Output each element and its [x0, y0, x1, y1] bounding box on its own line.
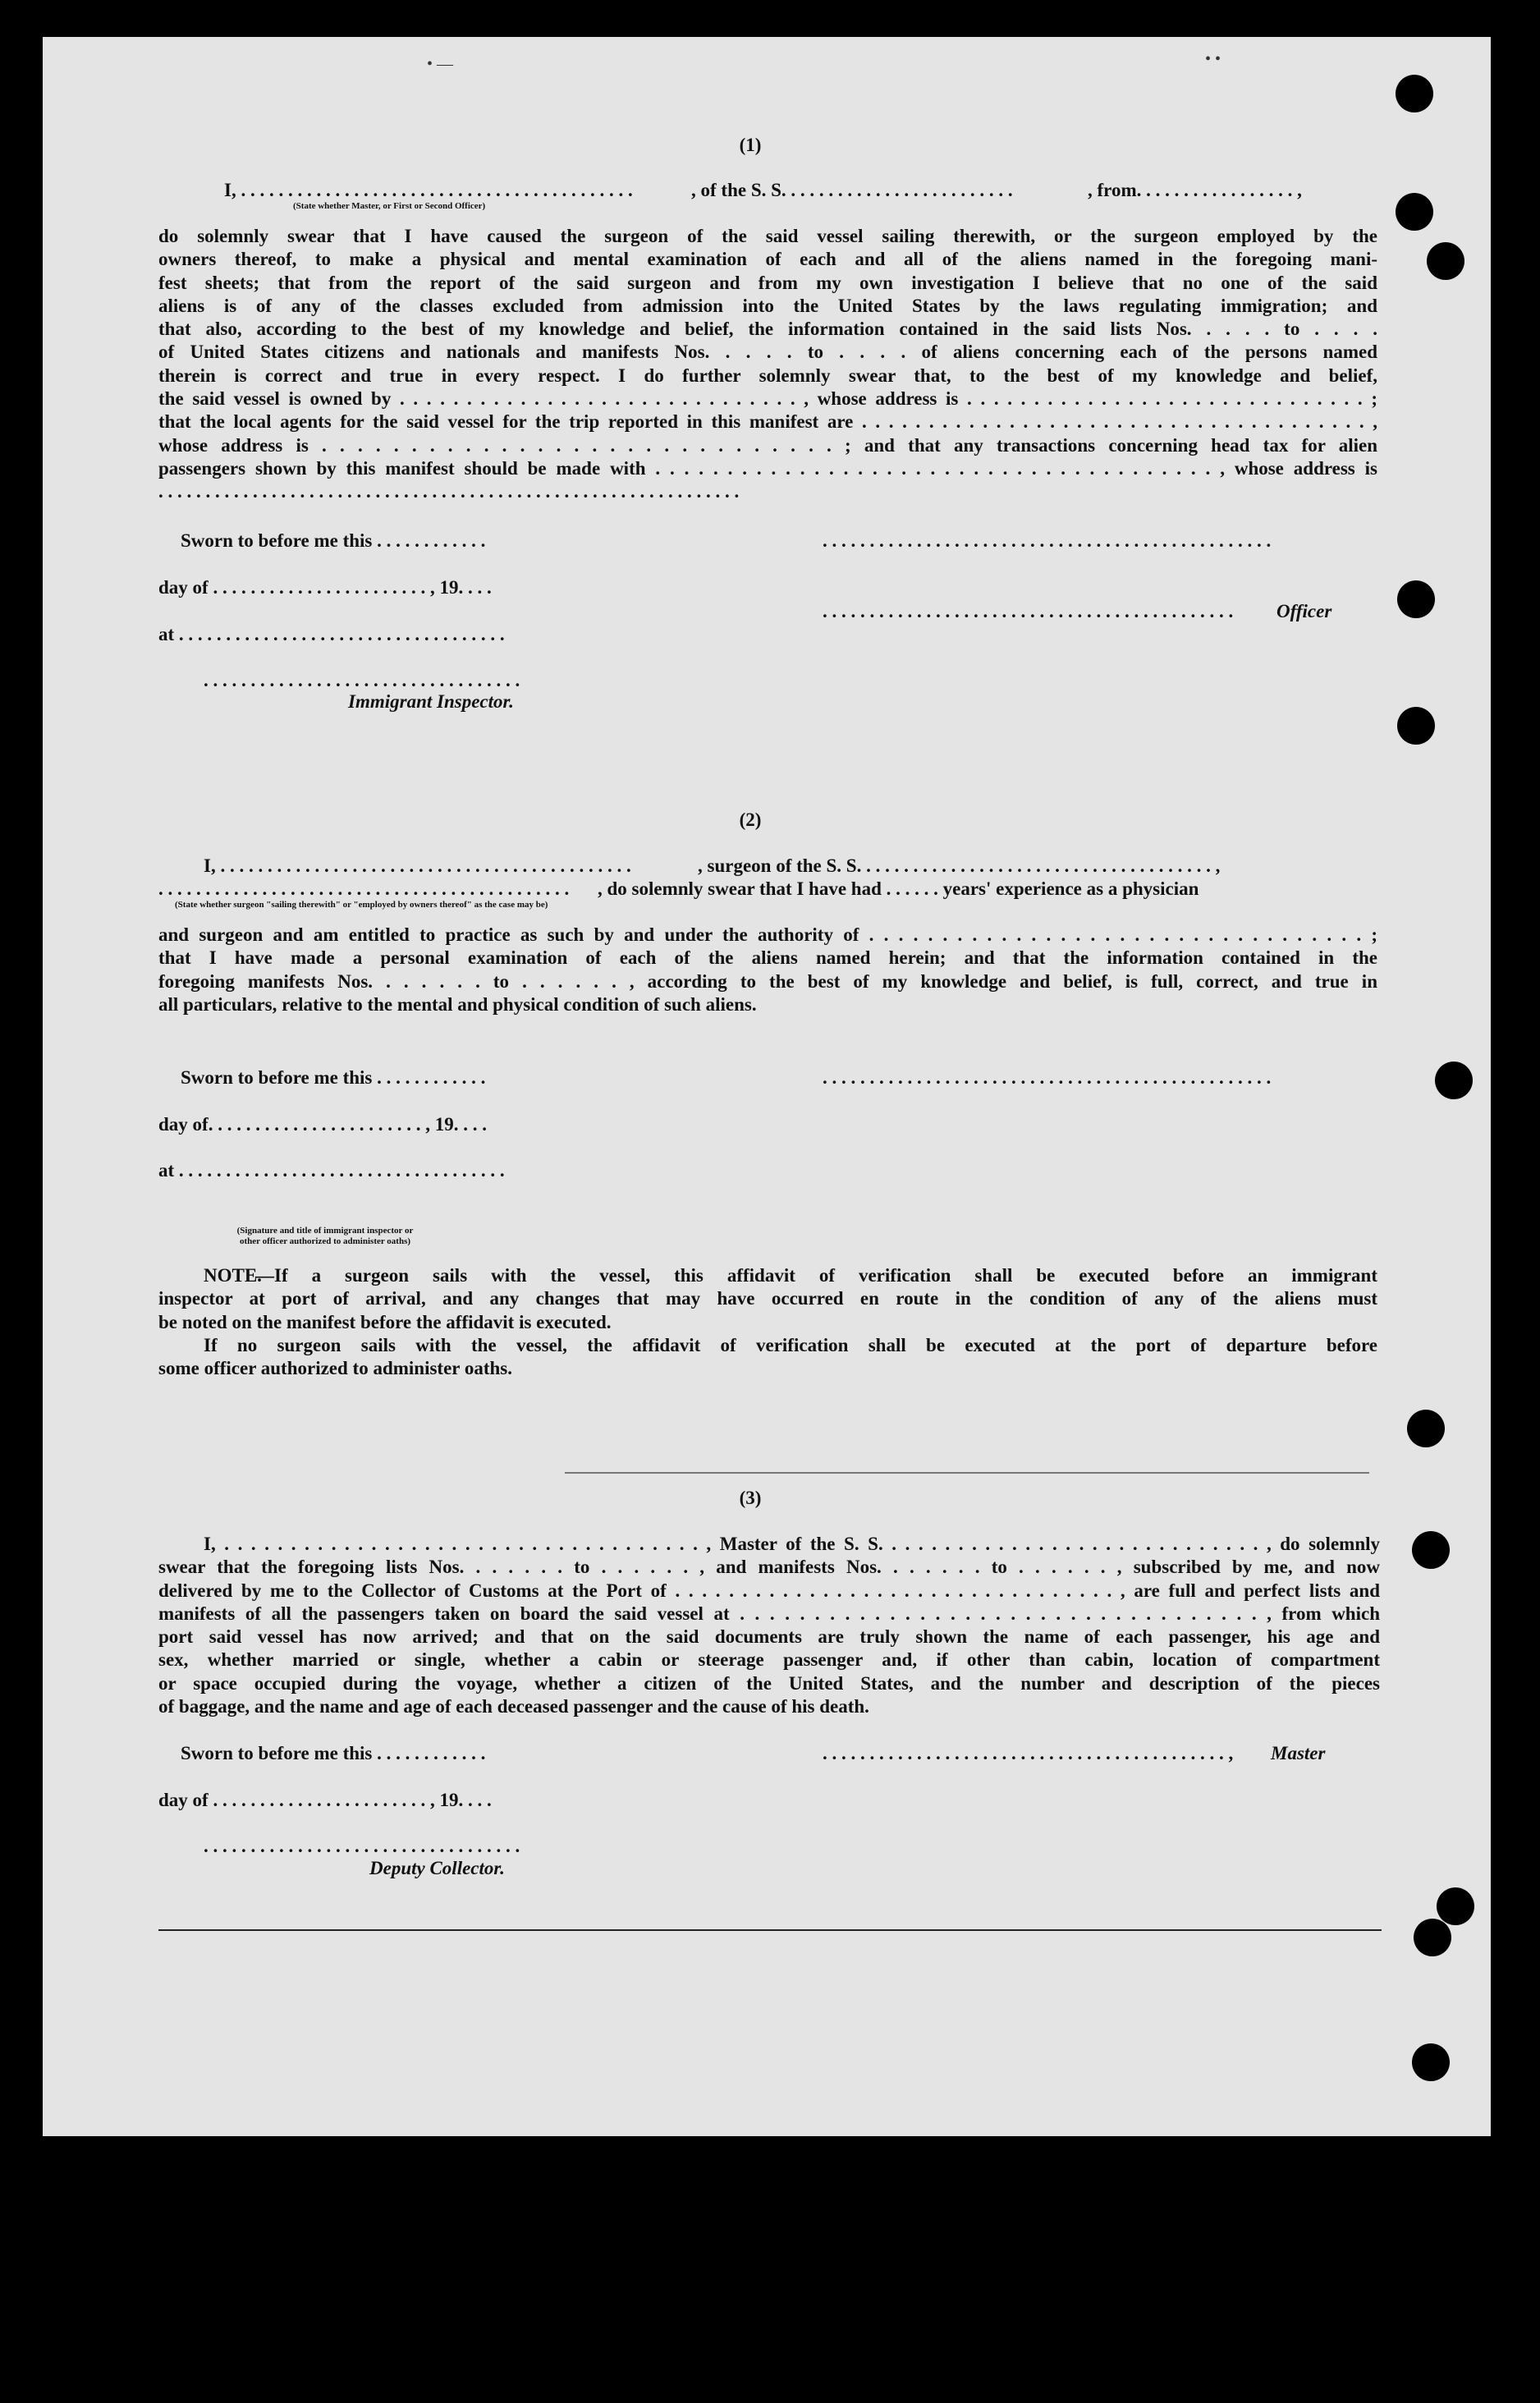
s2-capacity-dots: . . . . . . . . . . . . . . . . . . . . . . . . . . . . . . . . . . . . . . . . . . . .: [158, 878, 570, 899]
s2-surgeon-name-line: I, . . . . . . . . . . . . . . . . . . . . . . . . . . . . . . . . . . . . . . . . . . . .: [204, 855, 631, 876]
bottom-rule: [158, 1929, 1382, 1931]
s1-day-line: day of . . . . . . . . . . . . . . . . . . . . . . . , 19. . . .: [158, 577, 492, 598]
s3-oath-line: manifests of all the passengers taken on board the said vessel at . . . . . . . . . . . . . . . . . . . . . . . . . . . . . . . . . . . , from which: [158, 1603, 1380, 1624]
s1-from-line: , from. . . . . . . . . . . . . . . . . ,: [1088, 180, 1302, 200]
punch-hole: [1435, 1062, 1473, 1099]
punch-hole: [1437, 1887, 1474, 1925]
s1-oath-line: owners thereof, to make a physical and mental examination of each and all of the aliens named in the foregoing mani-: [158, 249, 1377, 270]
punch-hole: [1414, 1919, 1451, 1956]
s2-note-last-line: be noted on the manifest before the affidavit is executed.: [158, 1312, 612, 1332]
faint-divider: [565, 1472, 1369, 1474]
s3-oath-line: delivered by me to the Collector of Customs at the Port of . . . . . . . . . . . . . . . . . . . . . . . . . . . . . . . . . , are full and perfect lists and: [158, 1580, 1380, 1601]
s2-day-line: day of. . . . . . . . . . . . . . . . . . . . . . . , 19. . . .: [158, 1114, 487, 1135]
s1-oath-line: that also, according to the best of my knowledge and belief, the information contained in the said lists Nos. . . . . to . . . .: [158, 319, 1377, 340]
corner-mark-right: • •: [1205, 50, 1221, 68]
s1-at-line: at . . . . . . . . . . . . . . . . . . . . . . . . . . . . . . . . . . .: [158, 624, 505, 644]
s2-oath-line: foregoing manifests Nos. . . . . . . to . . . . . . , according to the best of my knowledge and belief, is full, correct, and true in: [158, 970, 1377, 992]
s1-oath-line: of United States citizens and nationals and manifests Nos. . . . . to . . . . of aliens concerning each of the persons named: [158, 342, 1377, 363]
s2-note2-line: If no surgeon sails with the vessel, the affidavit of verification shall be executed at the port of departure before: [204, 1335, 1377, 1355]
s1-oath-last-line: . . . . . . . . . . . . . . . . . . . . . . . . . . . . . . . . . . . . . . . . . . . . . . . . . . . . . . . . . . . . . .: [158, 481, 740, 502]
s1-oath-line: whose address is . . . . . . . . . . . . . . . . . . . . . . . . . . . . . ; and that any transactions concerning head tax for alien: [158, 434, 1377, 456]
s2-note2-last-line: some officer authorized to administer oaths.: [158, 1358, 512, 1378]
s3-oath-paragraph: [158, 1533, 1380, 1695]
s2-at-line: at . . . . . . . . . . . . . . . . . . . . . . . . . . . . . . . . . . .: [158, 1160, 505, 1181]
corner-mark-left: • —: [427, 55, 454, 73]
punch-hole: [1397, 707, 1435, 745]
s1-oath-line: aliens is of any of the classes excluded from admission into the United States by the laws regulating immigration; and: [158, 295, 1377, 316]
s3-oath-line: I, . . . . . . . . . . . . . . . . . . . . . . . . . . . . . . . . . . . . , Master of the S. S. . . . . . . . . . . . . . . . . . . . . . . . . . . . . , do solemnly: [204, 1534, 1380, 1554]
s2-oath-last-line: all particulars, relative to the mental and physical condition of such aliens.: [158, 994, 757, 1015]
s3-master-label: Master: [1271, 1743, 1326, 1763]
s2-note-paragraph: [158, 1264, 1377, 1311]
punch-hole: [1396, 193, 1433, 231]
s1-oath-line: that the local agents for the said vessel for the trip reported in this manifest are . . . . . . . . . . . . . . . . . . . . . . . . . . . . . . . . . . . . . . ,: [158, 411, 1377, 433]
punch-hole: [1427, 242, 1464, 280]
section-3-number: (3): [739, 1488, 762, 1508]
s1-sworn-line: Sworn to before me this . . . . . . . . . . . .: [181, 530, 486, 551]
s1-ship-line: , of the S. S. . . . . . . . . . . . . . . . . . . . . . . . .: [691, 180, 1013, 200]
s2-note2-paragraph: [158, 1334, 1377, 1357]
s3-signature-dots: . . . . . . . . . . . . . . . . . . . . . . . . . . . . . . . . . .: [204, 1836, 520, 1856]
s1-inspector-label: Immigrant Inspector.: [348, 691, 514, 712]
s3-oath-line: port said vessel has now arrived; and that on the said documents are truly shown the name of each passenger, his age and: [158, 1626, 1380, 1648]
s1-declarant-line: I, . . . . . . . . . . . . . . . . . . . . . . . . . . . . . . . . . . . . . . . . . .: [224, 180, 633, 200]
s3-sworn-line: Sworn to before me this . . . . . . . . . . . .: [181, 1743, 486, 1763]
section-1-number: (1): [739, 135, 762, 155]
s1-officer-note: (State whether Master, or First or Second Officer): [293, 201, 486, 211]
s1-oath-paragraph: [158, 225, 1377, 480]
s3-day-line: day of . . . . . . . . . . . . . . . . . . . . . . . , 19. . . .: [158, 1790, 492, 1810]
s1-signature-dots: . . . . . . . . . . . . . . . . . . . . . . . . . . . . . . . . . .: [204, 670, 520, 690]
s2-note-line: inspector at port of arrival, and any changes that may have occurred en route in the condition of any of the aliens must: [158, 1288, 1377, 1309]
s1-oath-line: therein is correct and true in every respect. I do further solemnly swear that, to the best of my knowledge and belief,: [158, 365, 1377, 386]
s1-oath-line: the said vessel is owned by . . . . . . . . . . . . . . . . . . . . . . . . . . . . . . , whose address is . . . . . . . . . . . . . . . . . . . . . . . . . . . . . . ;: [158, 388, 1377, 410]
s2-experience-line: , do solemnly swear that I have had . . . . . . years' experience as a physician: [598, 878, 1199, 899]
s1-oath-line: do solemnly swear that I have caused the surgeon of the said vessel sailing therewith, or the surgeon employed by the: [158, 226, 1377, 246]
punch-hole: [1396, 75, 1433, 112]
punch-hole: [1412, 1531, 1450, 1569]
punch-hole: [1397, 580, 1435, 618]
s2-oath-line: and surgeon and am entitled to practice as such by and under the authority of . . . . . . . . . . . . . . . . . . . . . . . . . . . . . . . . . . ;: [158, 924, 1377, 945]
s2-oath-paragraph: [158, 924, 1377, 993]
s1-sworn-dots: . . . . . . . . . . . . . . . . . . . . . . . . . . . . . . . . . . . . . . . . . . . . . . . .: [823, 530, 1272, 551]
s3-oath-last-line: of baggage, and the name and age of each deceased passenger and the cause of his death.: [158, 1696, 869, 1717]
s1-officer-dots: . . . . . . . . . . . . . . . . . . . . . . . . . . . . . . . . . . . . . . . . . . . .: [823, 601, 1234, 621]
s2-sworn-dots: . . . . . . . . . . . . . . . . . . . . . . . . . . . . . . . . . . . . . . . . . . . . . . . .: [823, 1067, 1272, 1088]
s2-signature-note: (Signature and title of immigrant inspector or other officer authorized to administer oaths): [236, 1226, 414, 1246]
s2-sworn-line: Sworn to before me this . . . . . . . . . . . .: [181, 1067, 486, 1088]
section-2-number: (2): [739, 809, 762, 830]
s2-capacity-note: (State whether surgeon "sailing therewith" or "employed by owners thereof" as the case may be): [175, 900, 548, 910]
punch-hole: [1407, 1410, 1445, 1447]
s1-oath-line: passengers shown by this manifest should be made with . . . . . . . . . . . . . . . . . . . . . . . . . . . . . . . . . . . . . . . , whose address is: [158, 457, 1377, 479]
s3-oath-line: sex, whether married or single, whether a cabin or steerage passenger and, if other than cabin, location of compartment: [158, 1649, 1380, 1671]
document-sheet: [43, 37, 1491, 2136]
punch-hole: [1412, 2043, 1450, 2081]
s2-oath-line: that I have made a personal examination of each of the aliens named herein; and that the information contained in the: [158, 947, 1377, 969]
s1-officer-label: Officer: [1276, 601, 1332, 621]
s3-oath-line: swear that the foregoing lists Nos. . . . . . . to . . . . . . , and manifests Nos. . . . . . . to . . . . . . , subscribed by me, and now: [158, 1557, 1380, 1578]
s2-ship-line: , surgeon of the S. S. . . . . . . . . . . . . . . . . . . . . . . . . . . . . . . . . . . . . . ,: [698, 855, 1221, 876]
s3-collector-label: Deputy Collector.: [369, 1858, 505, 1878]
note-label: NOTE.: [204, 1265, 262, 1286]
s3-master-dots: . . . . . . . . . . . . . . . . . . . . . . . . . . . . . . . . . . . . . . . . . . . ,: [823, 1743, 1234, 1763]
s3-oath-line: or space occupied during the voyage, whether a citizen of the United States, and the number and description of the pieces: [158, 1672, 1380, 1694]
s2-note-line: —If a surgeon sails with the vessel, this affidavit of verification shall be executed before an immigrant: [255, 1265, 1377, 1286]
s1-oath-line: fest sheets; that from the report of the said surgeon and from my own investigation I believe that no one of the said: [158, 272, 1377, 293]
